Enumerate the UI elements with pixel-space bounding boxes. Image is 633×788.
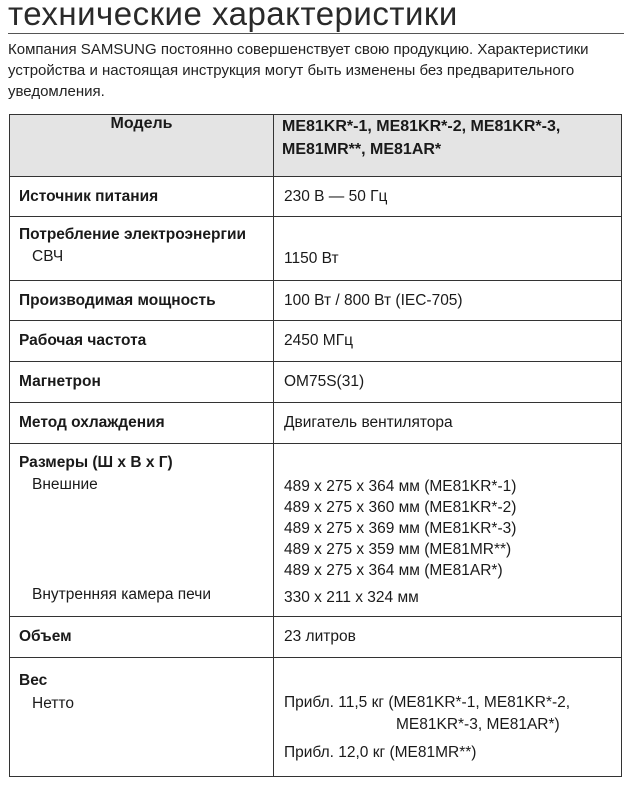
- dimensions-inner-label: Внутренняя камера печи: [32, 586, 211, 603]
- consumption-sub-label: СВЧ: [32, 248, 64, 265]
- weight-label: Вес: [19, 672, 48, 689]
- specifications-table: [9, 114, 622, 777]
- dimensions-outer-value: 489 x 275 x 364 мм (ME81AR*): [284, 562, 503, 579]
- power-source-label: Источник питания: [19, 188, 159, 205]
- table-row-output: [10, 281, 622, 321]
- intro-paragraph: Компания SAMSUNG постоянно совершенствует свою продукцию. Характеристики устройства и настоящая инструкция могут быть изменены без предварительного уведомления.: [8, 41, 589, 100]
- output-label: Производимая мощность: [19, 292, 216, 309]
- frequency-label: Рабочая частота: [19, 332, 147, 349]
- weight-net-label: Нетто: [32, 695, 74, 712]
- header-model-label: Модель: [10, 115, 274, 177]
- header-model-line: ME81MR**, ME81AR*: [282, 141, 442, 158]
- table-row-weight: [10, 658, 622, 777]
- dimensions-outer-value: 489 x 275 x 369 мм (ME81KR*-3): [284, 520, 517, 537]
- dimensions-inner-value: 330 x 211 x 324 мм: [284, 589, 419, 606]
- consumption-label: Потребление электроэнергии: [19, 226, 247, 243]
- magnetron-label: Магнетрон: [19, 373, 101, 390]
- dimensions-outer-value: 489 x 275 x 364 мм (ME81KR*-1): [284, 478, 517, 495]
- frequency-value: 2450 МГц: [284, 332, 353, 349]
- table-row-dimensions: [10, 444, 622, 617]
- table-header-row: [10, 115, 622, 177]
- magnetron-value: OM75S(31): [284, 373, 365, 390]
- consumption-value: 1150 Вт: [284, 250, 339, 267]
- cooling-value: Двигатель вентилятора: [284, 414, 453, 431]
- header-model-value: [274, 115, 622, 177]
- output-value: 100 Вт / 800 Вт (IEC-705): [284, 292, 463, 309]
- table-row-consumption: [10, 217, 622, 281]
- power-source-value: 230 В — 50 Гц: [284, 188, 388, 205]
- dimensions-label: Размеры (Ш x В x Г): [19, 454, 173, 471]
- volume-value: 23 литров: [284, 628, 356, 645]
- dimensions-outer-label: Внешние: [32, 476, 98, 493]
- header-model-line: ME81KR*-1, ME81KR*-2, ME81KR*-3,: [282, 118, 561, 135]
- volume-label: Объем: [19, 628, 72, 645]
- table-row-frequency: [10, 321, 622, 362]
- cooling-label: Метод охлаждения: [19, 414, 165, 431]
- dimensions-outer-value: 489 x 275 x 360 мм (ME81KR*-2): [284, 499, 517, 516]
- weight-value-line: Прибл. 12,0 кг (ME81MR**): [284, 744, 477, 761]
- table-row-volume: [10, 617, 622, 658]
- table-row-magnetron: [10, 362, 622, 403]
- page-title: технические характеристики: [8, 0, 458, 32]
- dimensions-outer-value: 489 x 275 x 359 мм (ME81MR**): [284, 541, 512, 558]
- weight-value-line: ME81KR*-3, ME81AR*): [396, 716, 560, 733]
- weight-value-line: Прибл. 11,5 кг (ME81KR*-1, ME81KR*-2,: [284, 694, 571, 711]
- table-row-power-source: [10, 177, 622, 217]
- table-row-cooling: [10, 403, 622, 444]
- title-underline: [8, 33, 624, 34]
